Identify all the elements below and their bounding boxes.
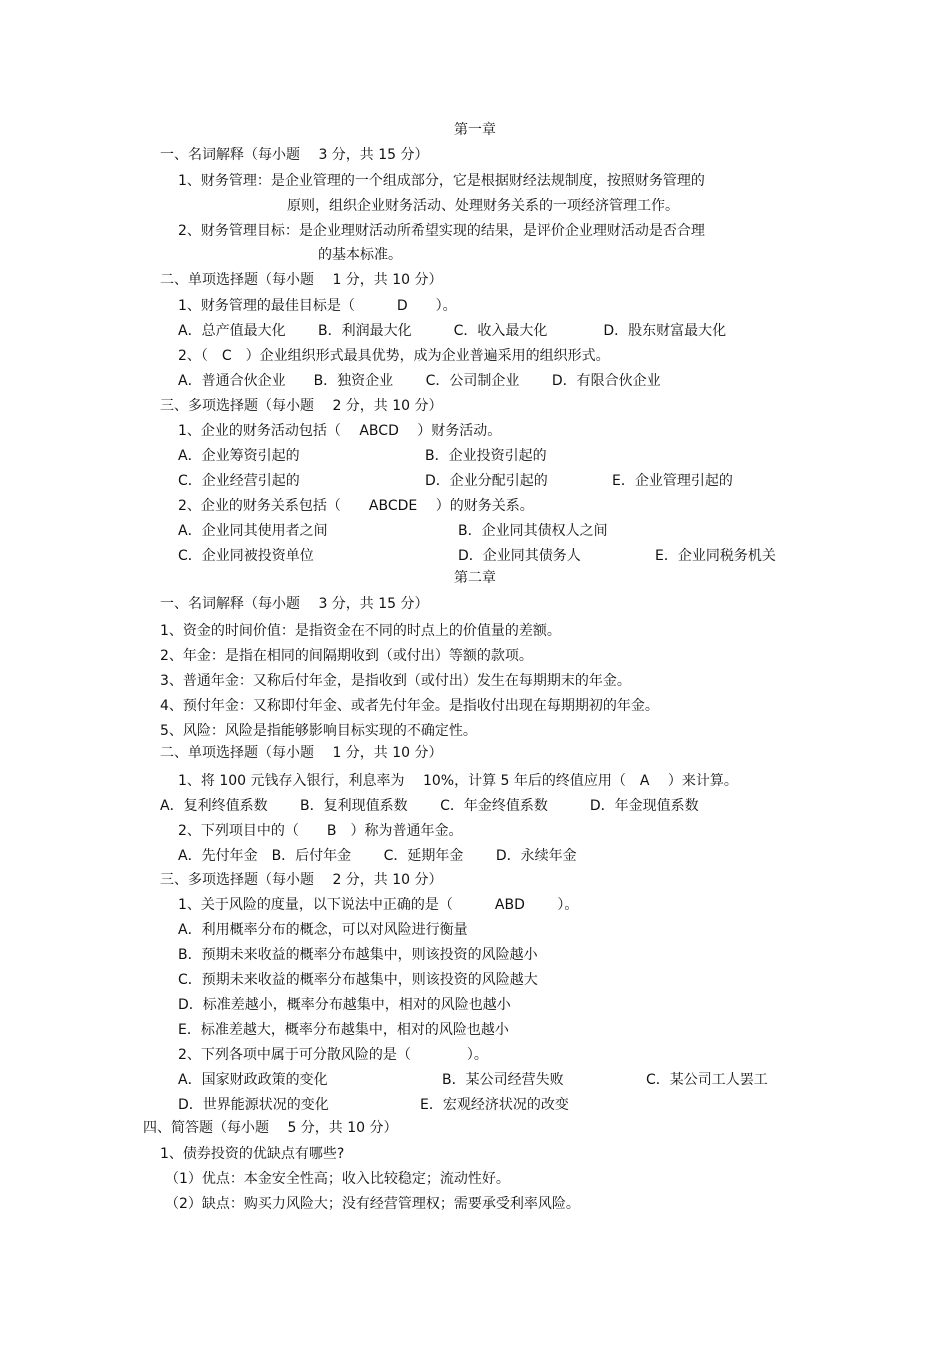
section-heading: 三、多项选择题（每小题 2 分，共 10 分） <box>160 398 443 414</box>
question-options: A．普通合伙企业 B．独资企业 C．公司制企业 D．有限合伙企业 <box>178 373 661 389</box>
option: D．企业分配引起的 <box>425 473 548 489</box>
term-definition: 1、资金的时间价值：是指资金在不同的时点上的价值量的差额。 <box>160 623 561 639</box>
question: 1、关于风险的度量，以下说法中正确的是（ ABD ）。 <box>178 897 579 913</box>
question: 2、下列项目中的（ B ）称为普通年金。 <box>178 823 463 839</box>
term-definition: 2、年金：是指在相同的间隔期收到（或付出）等额的款项。 <box>160 648 533 664</box>
option: B．企业投资引起的 <box>425 448 547 464</box>
term-definition: 2、财务管理目标：是企业理财活动所希望实现的结果，是评价企业理财活动是否合理 <box>178 223 705 239</box>
term-definition: 4、预付年金：又称即付年金、或者先付年金。是指收付出现在每期期初的年金。 <box>160 698 659 714</box>
question: 2、企业的财务关系包括（ ABCDE ）的财务关系。 <box>178 498 534 514</box>
section-heading: 一、名词解释（每小题 3 分，共 15 分） <box>160 147 429 163</box>
section-heading: 三、多项选择题（每小题 2 分，共 10 分） <box>160 872 443 888</box>
term-definition: 3、普通年金：又称后付年金，是指收到（或付出）发生在每期期末的年金。 <box>160 673 631 689</box>
option: A．企业筹资引起的 <box>178 448 300 464</box>
section-heading: 二、单项选择题（每小题 1 分，共 10 分） <box>160 272 443 288</box>
essay-answer: （2）缺点：购买力风险大；没有经营管理权；需要承受利率风险。 <box>165 1196 580 1212</box>
chapter-1-title: 第一章 <box>454 122 496 138</box>
option: E．企业管理引起的 <box>612 473 733 489</box>
question: 2、下列各项中属于可分散风险的是（ ）。 <box>178 1047 488 1063</box>
term-definition-cont: 的基本标准。 <box>318 247 402 263</box>
option: B．某公司经营失败 <box>442 1072 564 1088</box>
option: C．预期未来收益的概率分布越集中，则该投资的风险越大 <box>178 972 538 988</box>
option: D．世界能源状况的变化 <box>178 1097 329 1113</box>
term-definition-cont: 原则，组织企业财务活动、处理财务关系的一项经济管理工作。 <box>287 198 679 214</box>
option: A．企业同其使用者之间 <box>178 523 328 539</box>
option: D．标准差越小，概率分布越集中，相对的风险也越小 <box>178 997 511 1013</box>
option: D．企业同其债务人 <box>458 548 581 564</box>
question-options: A．复利终值系数 B．复利现值系数 C．年金终值系数 D．年金现值系数 <box>160 798 699 814</box>
essay-answer: （1）优点：本金安全性高；收入比较稳定；流动性好。 <box>165 1171 510 1187</box>
question-options: A．总产值最大化 B．利润最大化 C．收入最大化 D．股东财富最大化 <box>178 323 727 339</box>
option: C．某公司工人罢工 <box>646 1072 768 1088</box>
question: 2、（ C ）企业组织形式最具优势，成为企业普遍采用的组织形式。 <box>178 348 610 364</box>
option: C．企业同被投资单位 <box>178 548 314 564</box>
option: A．利用概率分布的概念，可以对风险进行衡量 <box>178 922 468 938</box>
section-heading: 四、简答题（每小题 5 分，共 10 分） <box>143 1120 398 1136</box>
question: 1、企业的财务活动包括（ ABCD ）财务活动。 <box>178 423 502 439</box>
option: B．企业同其债权人之间 <box>458 523 608 539</box>
option: C．企业经营引起的 <box>178 473 300 489</box>
option: E．宏观经济状况的改变 <box>420 1097 569 1113</box>
option: A．国家财政政策的变化 <box>178 1072 328 1088</box>
chapter-2-title: 第二章 <box>454 570 496 586</box>
section-heading: 一、名词解释（每小题 3 分，共 15 分） <box>160 596 429 612</box>
option: E．企业同税务机关 <box>655 548 776 564</box>
essay-question: 1、债券投资的优缺点有哪些? <box>160 1146 345 1162</box>
option: B．预期未来收益的概率分布越集中，则该投资的风险越小 <box>178 947 538 963</box>
section-heading: 二、单项选择题（每小题 1 分，共 10 分） <box>160 745 443 761</box>
term-definition: 5、风险：风险是指能够影响目标实现的不确定性。 <box>160 723 477 739</box>
question-options: A．先付年金 B．后付年金 C．延期年金 D．永续年金 <box>178 848 577 864</box>
option: E．标准差越大，概率分布越集中，相对的风险也越小 <box>178 1022 509 1038</box>
question: 1、将 100 元钱存入银行，利息率为 10%，计算 5 年后的终值应用（ A ）来计算。 <box>178 773 738 789</box>
question: 1、财务管理的最佳目标是（ D ）。 <box>178 298 457 314</box>
term-definition: 1、财务管理：是企业管理的一个组成部分，它是根据财经法规制度，按照财务管理的 <box>178 173 705 189</box>
